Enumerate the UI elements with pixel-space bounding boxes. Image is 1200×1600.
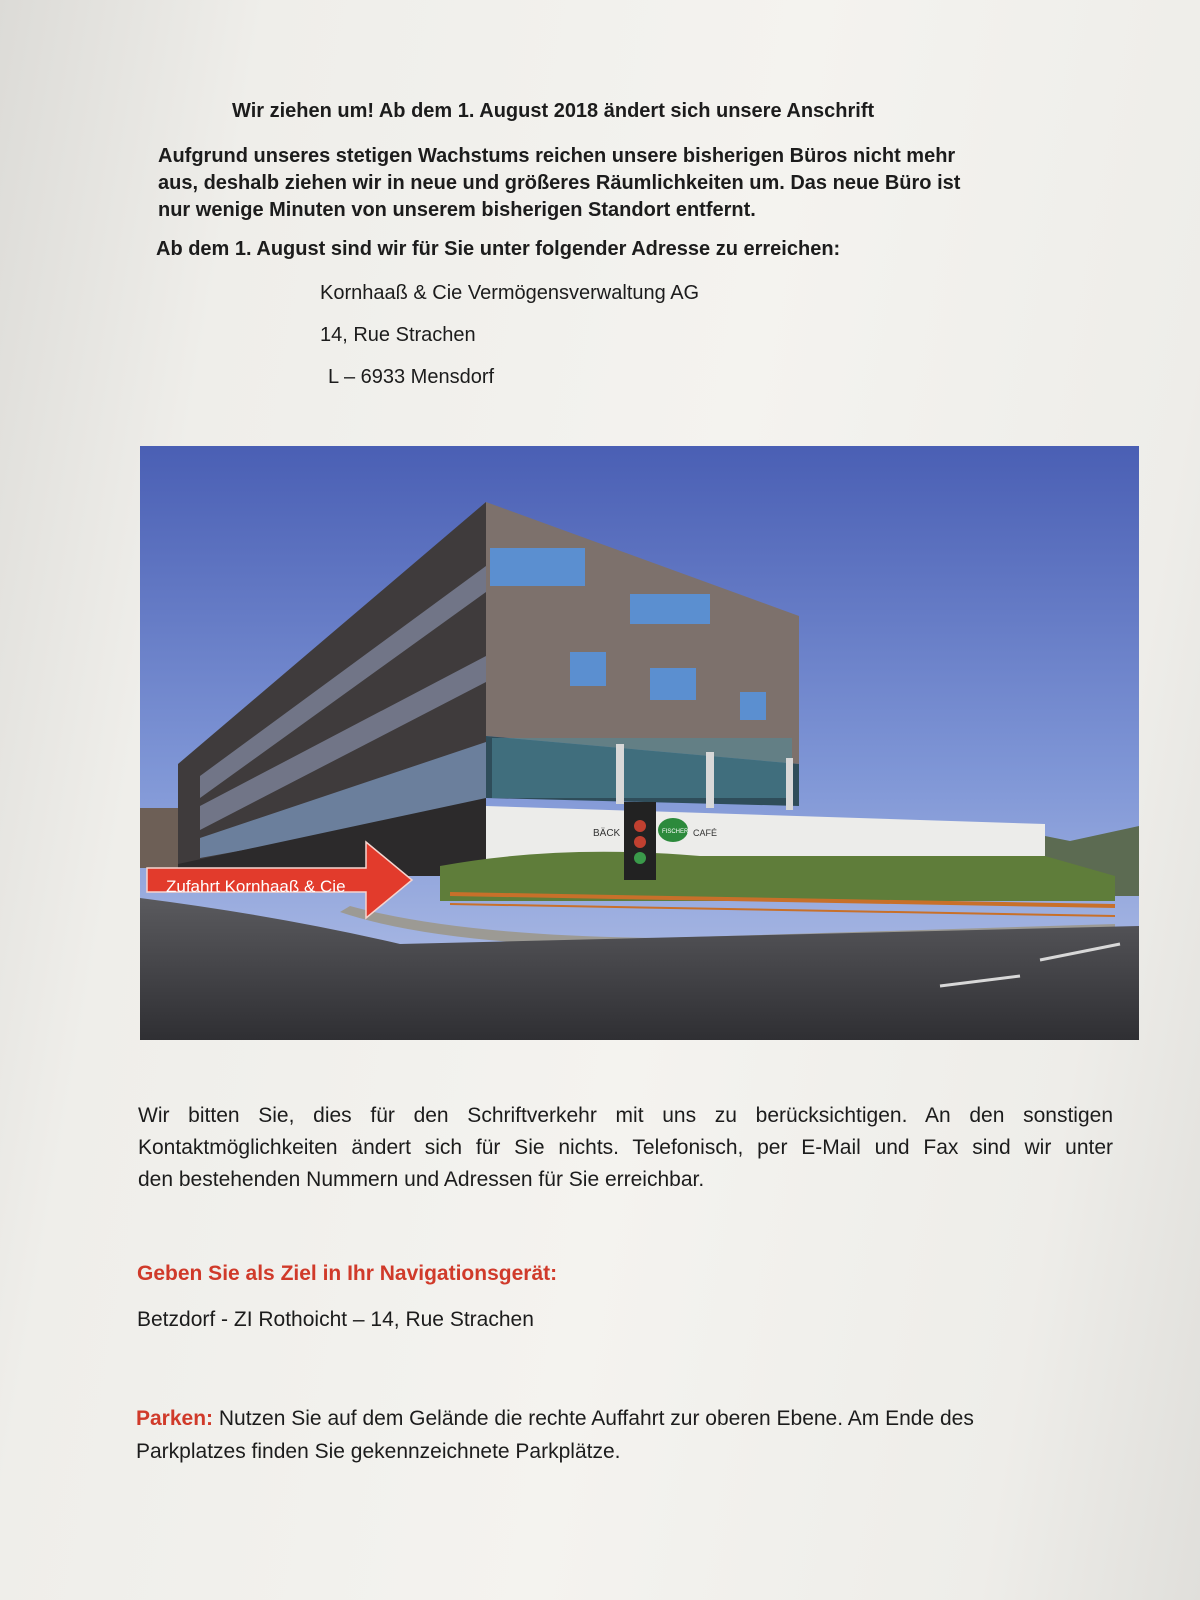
navigation-destination: Betzdorf - ZI Rothoicht – 14, Rue Strachen <box>137 1308 534 1331</box>
body-line: den bestehenden Nummern und Adressen für Sie erreichbar. <box>138 1168 705 1191</box>
address-street: 14, Rue Strachen <box>320 324 476 346</box>
parking-text-line2: Parkplatzes finden Sie gekennzeichnete Parkplätze. <box>136 1440 621 1463</box>
parking-text: Nutzen Sie auf dem Gelände die rechte Auffahrt zur oberen Ebene. Am Ende des <box>213 1407 974 1430</box>
navigation-title: Geben Sie als Ziel in Ihr Navigationsgerät: <box>137 1262 558 1285</box>
sign-left-text: BÄCK <box>593 828 621 839</box>
sign-right-text: CAFÉ <box>693 828 718 838</box>
intro-line: Aufgrund unseres stetigen Wachstums reichen unsere bisherigen Büros nicht mehr <box>158 145 956 167</box>
address-company: Kornhaaß & Cie Vermögensverwaltung AG <box>320 282 700 304</box>
access-arrow-label: Zufahrt Kornhaaß & Cie <box>166 877 346 896</box>
intro-line: aus, deshalb ziehen wir in neue und größeres Räumlichkeiten um. Das neue Büro ist <box>158 172 961 194</box>
sign-logo-text: FISCHER <box>662 829 689 835</box>
body-line: Kontaktmöglichkeiten ändert sich für Sie nichts. Telefonisch, per E-Mail und Fax sind wir unter <box>138 1136 1113 1159</box>
parking-label: Parken: <box>136 1407 214 1430</box>
body-paragraph <box>138 1100 1113 1196</box>
building-photo <box>140 446 1139 1040</box>
body-line: Wir bitten Sie, dies für den Schriftverkehr mit uns zu berücksichtigen. An den sonstigen <box>138 1104 1113 1127</box>
address-lead: Ab dem 1. August sind wir für Sie unter folgender Adresse zu erreichen: <box>156 238 841 260</box>
address-city: L – 6933 Mensdorf <box>328 366 495 388</box>
parking-paragraph <box>136 1402 1111 1468</box>
intro-line: nur wenige Minuten von unserem bisherigen Standort entfernt. <box>158 199 756 221</box>
page-title: Wir ziehen um! Ab dem 1. August 2018 ändert sich unsere Anschrift <box>232 100 875 122</box>
intro-paragraph <box>158 143 1058 224</box>
